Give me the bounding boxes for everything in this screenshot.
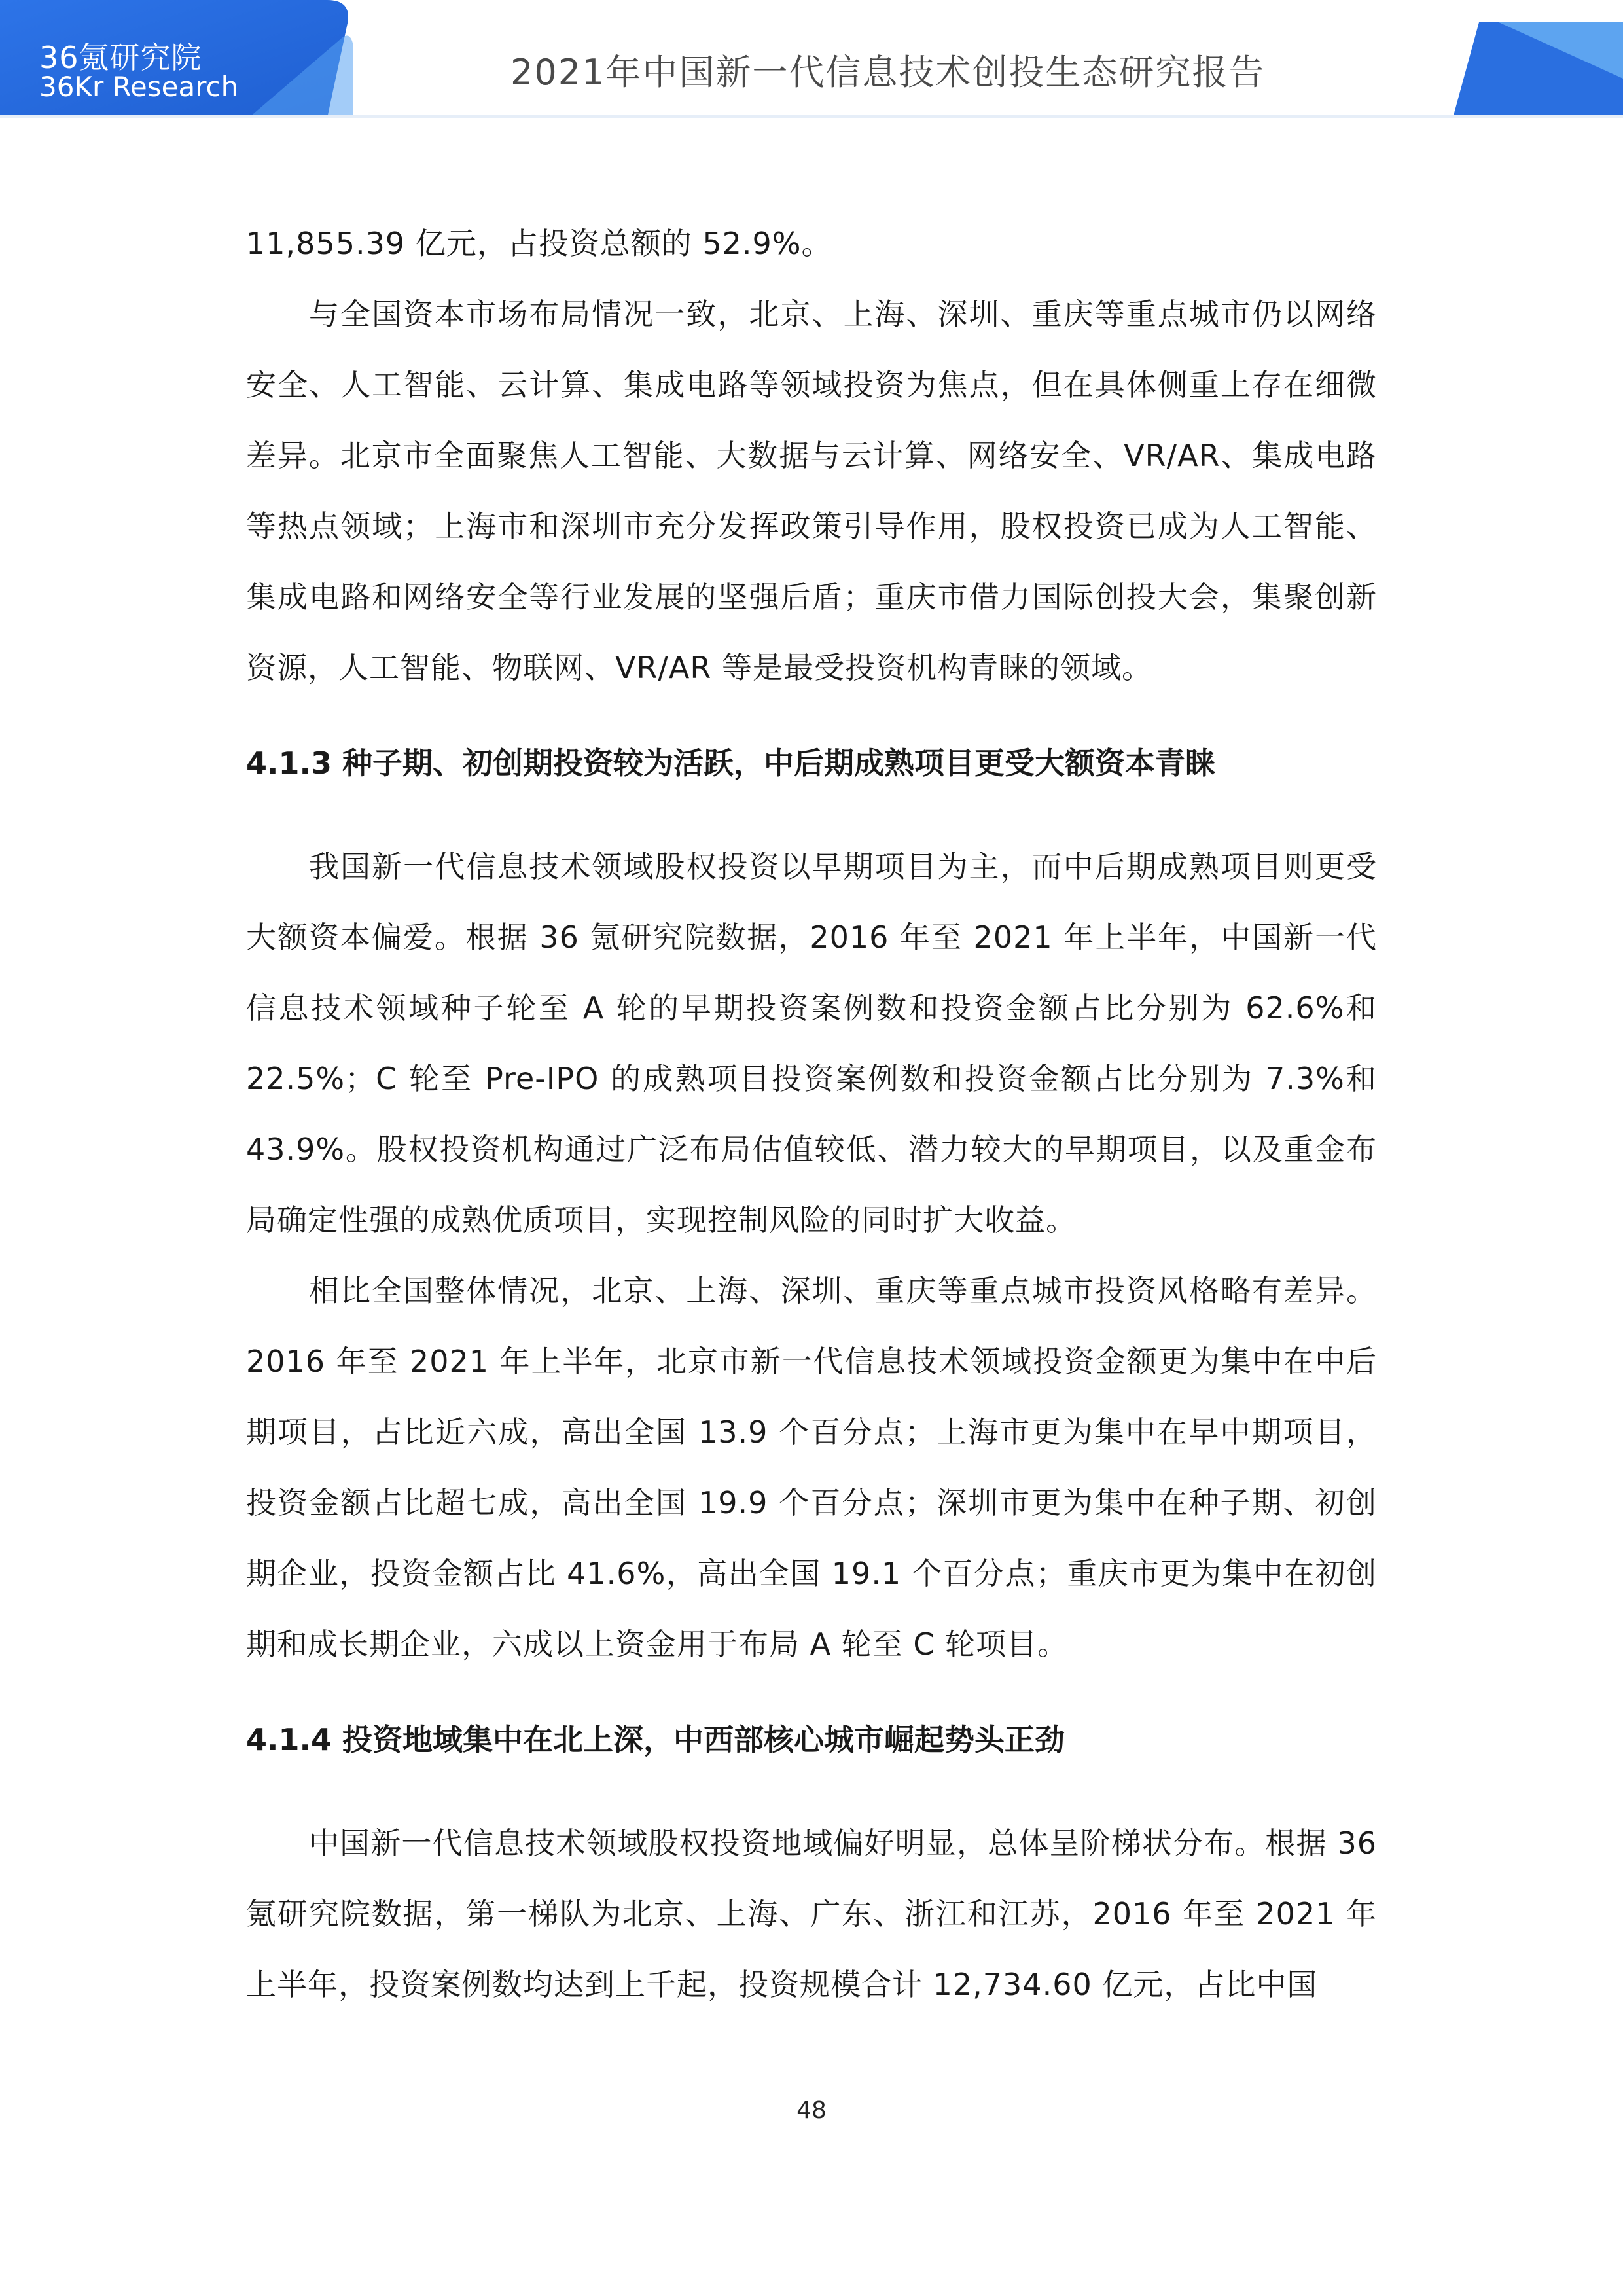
paragraph-city-layout: 与全国资本市场布局情况一致，北京、上海、深圳、重庆等重点城市仍以网络安全、人工智能、云计算、集成电路等领域投资为焦点，但在具体侧重上存在细微差异。北京市全面聚焦人工智能、大数据与云计算、网络安全、VR/AR、集成电路等热点领域；上海市和深圳市充分发挥政策引导作用，股权投资已成为人工智能、集成电路和网络安全等行业发展的坚强后盾；重庆市借力国际创投大会，集聚创新资源，人工智能、物联网、VR/AR 等是最受投资机构青睐的领域。 bbox=[246, 296, 1377, 685]
page-header bbox=[0, 0, 1623, 118]
page-number: 48 bbox=[796, 2097, 827, 2124]
paragraph-city-style: 相比全国整体情况，北京、上海、深圳、重庆等重点城市投资风格略有差异。2016 年至 2021 年上半年，北京市新一代信息技术领域投资金额更为集中在中后期项目，占比近六成，高出全国 13.9 个百分点；上海市更为集中在早中期项目，投资金额占比超七成，高出全国 19.9 个百分点；深圳市更为集中在种子期、初创期企业，投资金额占比 41.6%，高出全国 19.1 个百分点；重庆市更为集中在初创期和成长期企业，六成以上资金用于布局 A 轮至 C 轮项目。 bbox=[246, 1273, 1377, 1662]
header-divider bbox=[0, 115, 1623, 118]
brand-logo bbox=[0, 0, 353, 118]
corner-decoration bbox=[1453, 0, 1623, 118]
paragraph-region-distribution: 中国新一代信息技术领域股权投资地域偏好明显，总体呈阶梯状分布。根据 36 氪研究院数据，第一梯队为北京、上海、广东、浙江和江苏，2016 年至 2021 年上半年，投资案例数均达到上千起，投资规模合计 12,734.60 亿元，占比中国 bbox=[246, 1825, 1377, 2002]
logo-en-text: 36Kr Research bbox=[39, 71, 239, 103]
paragraph-continuation: 11,855.39 亿元，占投资总额的 52.9%。 bbox=[246, 226, 832, 261]
section-heading-4-1-3: 4.1.3 种子期、初创期投资较为活跃，中后期成熟项目更受大额资本青睐 bbox=[246, 745, 1215, 781]
section-heading-4-1-4: 4.1.4 投资地域集中在北上深，中西部核心城市崛起势头正劲 bbox=[246, 1722, 1065, 1757]
logo-cn-text: 36氪研究院 bbox=[39, 40, 202, 75]
document-body bbox=[246, 208, 1377, 2020]
paragraph-stage-distribution: 我国新一代信息技术领域股权投资以早期项目为主，而中后期成熟项目则更受大额资本偏爱。根据 36 氪研究院数据，2016 年至 2021 年上半年，中国新一代信息技术领域种子轮至 A 轮的早期投资案例数和投资金额占比分别为 62.6%和 22.5%；C 轮至 Pre-IPO 的成熟项目投资案例数和投资金额占比分别为 7.3%和 43.9%。股权投资机构通过广泛布局估值较低、潜力较大的早期项目，以及重金布局确定性强的成熟优质项目，实现控制风险的同时扩大收益。 bbox=[246, 849, 1377, 1238]
report-title: 2021年中国新一代信息技术创投生态研究报告 bbox=[510, 52, 1266, 93]
